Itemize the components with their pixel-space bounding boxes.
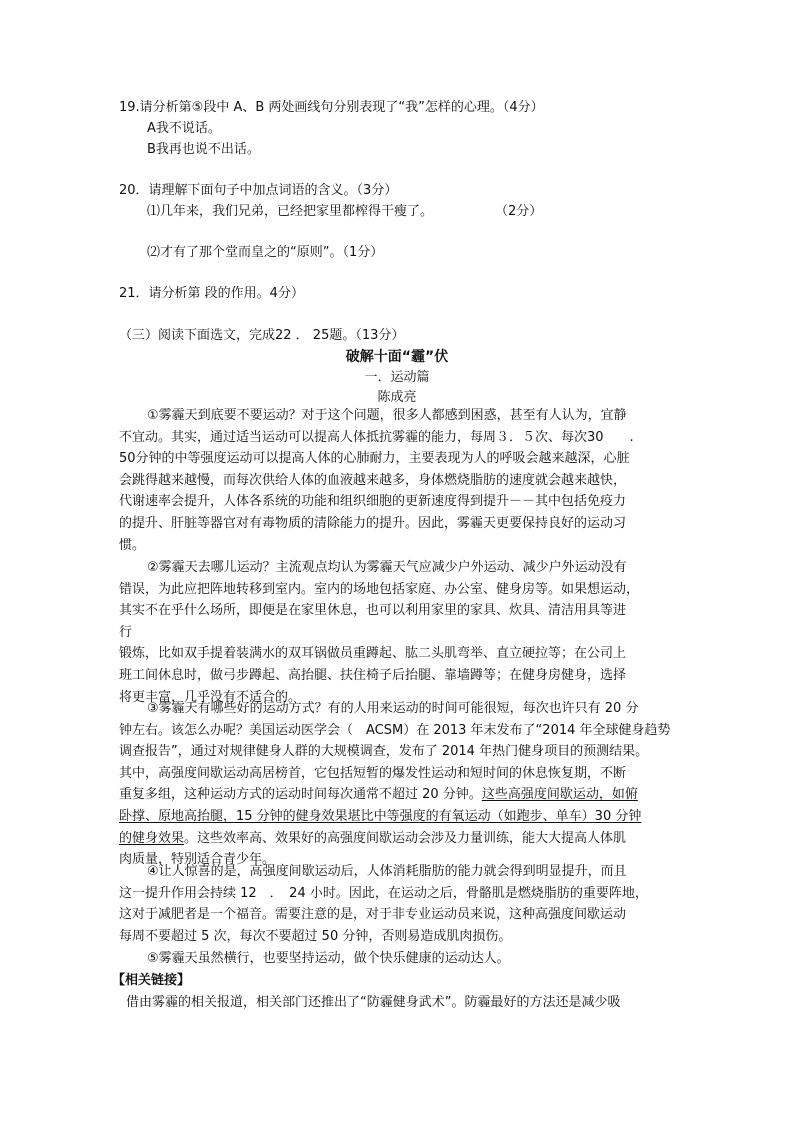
paragraph-line: 其中，高强度间歇运动高居榜首，它包括短暂的爆发性运动和短时间的休息恢复期，不断: [119, 765, 627, 781]
paragraph-line: 这一提升作用会持续 12 ． 24 小时。因此，在运动之后，骨骼肌是燃烧脂肪的重要阵地，: [119, 885, 648, 901]
paragraph-line: ⑤雾霾天虽然横行，也要坚持运动，做个快乐健康的运动达人。: [147, 951, 510, 966]
q20-prompt: 20．请理解下面句子中加点词语的含义。（3分）: [119, 183, 398, 198]
article-title: 破解十面“霾”伏: [345, 349, 449, 365]
paragraph-line: 错误，为此应把阵地转移到室内。室内的场地包括家庭、办公室、健身房等。如果想运动，: [119, 581, 640, 597]
paragraph-text: 重复多组，这种运动方式的运动时间每次通常不超过 20 分钟。: [119, 787, 482, 803]
article-author: 陈成亮: [377, 390, 417, 405]
q21-prompt: 21．请分析第 段的作用。4分）: [119, 286, 304, 301]
paragraph-line: ①雾霾天到底要不要运动？对于这个问题，很多人都感到困惑，甚至有人认为，宜静: [147, 408, 627, 423]
paragraph-1: [119, 405, 679, 556]
article-subtitle: 一．运动篇: [364, 370, 430, 385]
paragraph-line: 会跳得越来越慢，而每次供给人体的血液越来越多，身体燃烧脂肪的速度就会越来越快，: [119, 472, 627, 488]
paragraph-line: 肉质量，特别适合青少年。: [119, 852, 276, 868]
paragraph-3: [119, 698, 679, 871]
related-link-text: 借由雾霾的相关报道，相关部门还推出了“防霾健身武术”。防霾最好的方法还是减少吸: [126, 995, 621, 1010]
paragraph-line: 惯。: [119, 537, 146, 553]
q20-item-1: ⑴几年来，我们兄弟，已经把家里都榨得干瘦了。: [147, 204, 434, 219]
paragraph-line: 的提升、肝脏等器官对有毒物质的清除能力的提升。因此，雾霾天更要保持良好的运动习: [119, 515, 627, 531]
paragraph-line: 调查报告”，通过对规律健身人群的大规模调查，发布了 2014 年热门健身项目的预测结果。: [119, 744, 649, 760]
underlined-sentence-part: 的健身效果: [119, 830, 185, 846]
paragraph-line: 不宜动。其实，通过适当运动可以提高人体抵抗雾霾的能力，每周３．５次、每次30 .: [119, 429, 634, 445]
paragraph-line: 钟左右。该怎么办呢？美国运动医学会（ ACSM）在 2013 年末发布了“2014 年全球健身趋势: [119, 722, 671, 738]
paragraph-2: [119, 557, 679, 708]
paragraph-line: 将更丰富，几乎没有不适合的。: [119, 689, 302, 705]
paragraph-4: [119, 861, 679, 947]
paragraph-line: 每周不要超过 5 次，每次不要超过 50 分钟，否则易造成肌肉损伤。: [119, 928, 512, 944]
paragraph-line: ③雾霾天有哪些好的运动方式？有的人用来运动的时间可能很短，每次也许只有 20 分: [147, 701, 639, 716]
paragraph-line: 锻炼，比如双手提着装满水的双耳锅做员重蹲起、肱二头肌弯举、直立硬拉等；在公司上: [119, 646, 627, 662]
underlined-sentence-part: 卧撑、原地高抬腿，15 分钟的健身效果堪比中等强度的有氧运动（如跑步、单车）30 分钟: [119, 808, 642, 824]
q20-item-2: ⑵才有了那个堂而皇之的“原则”。（1分）: [147, 245, 384, 260]
paragraph-line: 其实不在乎什么场所，即便是在家里休息，也可以利用家里的家具、炊具、清洁用具等进: [119, 603, 627, 619]
q20-item-1-score: （2分）: [495, 204, 543, 219]
paragraph-text: 。这些效率高、效果好的高强度间歇运动会涉及力量训练，能大大提高人体肌: [184, 830, 627, 846]
section3-intro: （三）阅读下面选文，完成22 ． 25题。（13分）: [119, 328, 405, 343]
paragraph-line: ②雾霾天去哪儿运动？主流观点均认为雾霾天气应减少户外运动、减少户外运动没有: [147, 560, 627, 575]
q19-prompt: 19.请分析第⑤段中 A、B 两处画线句分别表现了“我”怎样的心理。（4分）: [119, 100, 544, 115]
underlined-sentence-part: 这些高强度间歇运动，如俯: [481, 787, 638, 803]
q19-sentence-a: A我不说话。: [147, 121, 221, 136]
paragraph-line: [119, 784, 679, 806]
paragraph-line: 50分钟的中等强度运动可以提高人体的心肺耐力，主要表现为人的呼吸会越来越深，心脏: [119, 451, 630, 467]
paragraph-line: 这对于减肥者是一个福音。需要注意的是，对于非专业运动员来说，这种高强度间歇运动: [119, 907, 627, 923]
paragraph-5: [119, 948, 679, 970]
paragraph-line: [119, 806, 679, 828]
paragraph-line: ④让人惊喜的是，高强度间歇运动后，人体消耗脂肪的能力就会得到明显提升，而且: [147, 864, 627, 879]
paragraph-line: 代谢速率会提升，人体各系统的功能和组织细胞的更新速度得到提升－－其中包括免疫力: [119, 494, 627, 510]
paragraph-line: [119, 828, 679, 850]
q19-sentence-b: B我再也说不出话。: [147, 142, 260, 157]
paragraph-line: 行: [119, 624, 133, 640]
paragraph-line: 班工间休息时，做弓步蹲起、高抬腿、扶住椅子后抬腿、靠墙蹲等；在健身房健身，选择: [119, 667, 627, 683]
related-link-heading: 【相关链接】: [112, 973, 191, 988]
